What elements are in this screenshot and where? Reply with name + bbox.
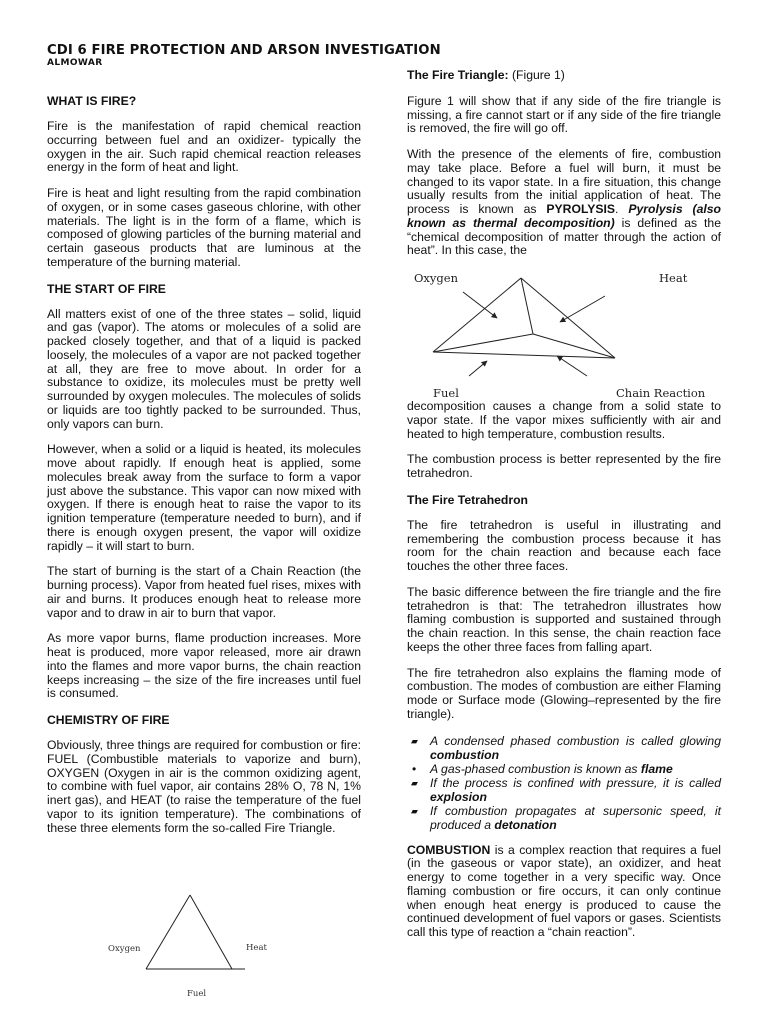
bullet-term: explosion [430, 789, 487, 804]
text-run: is a complex reaction that requires a fuel (in the gaseous or vapor state), an oxidizer, and heat energy to come together in a very specific way. Once flaming combustion or fire occurs, it can only continue when enough heat energy is produced to cause the continued development of fuel vapors or gases. Scientists call this type of reaction a “chain reaction”. [407, 842, 721, 939]
paragraph: Obviously, three things are required for combustion or fire: FUEL (Combustible materials to vaporize and burn), OXYGEN (Oxygen in air is the common oxidizing agent, to combine with fuel vapor, air contains 28% O, 78 N, 1% inert gas), and HEAT (to raise the temperature of the fuel vapor to its ignition temperature). The combinations of these three elements form the so-called Fire Triangle. [47, 738, 361, 835]
triangle-left-side [146, 895, 190, 969]
paragraph: The combustion process is better represented by the fire tetrahedron. [407, 452, 721, 480]
term-pyrolysis-definition: Pyrolysis (also known as thermal decomposition) [407, 202, 721, 230]
paragraph: As more vapor burns, flame production increases. More heat is produced, more vapor released, more air drawn into the flames and more vapor burns, the chain reaction keeps increasing – the size of the fire increases until fuel is consumed. [47, 631, 361, 701]
triangle-label-oxygen: Oxygen [108, 944, 141, 954]
tetra-label-heat: Heat [659, 271, 688, 285]
arrow-oxygen [463, 292, 497, 318]
fire-triangle-heading-line [407, 69, 721, 83]
list-item [407, 776, 721, 804]
arrow-chain-reaction [557, 356, 587, 376]
bullet-term: detonation [494, 817, 557, 832]
term-pyrolysis: PYROLYSIS [546, 202, 616, 216]
list-item [407, 804, 721, 832]
paragraph: All matters exist of one of the three states – solid, liquid and gas (vapor). The atoms or molecules of a solid are packed closely together, and that of a liquid is packed loosely, the molecules of a vapor are not packed together at all, they are free to move about. In order for a substance to oxidize, its molecules must be pretty well surrounded by oxygen molecules. The molecules of solids or liquids are too tightly packed to be surrounded. Thus, only vapors can burn. [47, 306, 361, 431]
text-run: With the presence of the elements of fire, combustion may take place. Before a fuel will burn, it must be changed to its vapor state. In a fire situation, this change usually results from the initial application of heat. The process is known as [407, 147, 721, 216]
right-column-top [407, 69, 721, 258]
heading-what-is-fire: WHAT IS FIRE? [47, 94, 137, 108]
paragraph: The start of burning is the start of a Chain Reaction (the burning process). Vapor from heated fuel rises, mixes with air and burns. It produces enough heat to release more vapor and to draw in air to burn that vapor. [47, 564, 361, 620]
bullet-term: combustion [430, 747, 500, 762]
heading-fire-triangle: The Fire Triangle: [407, 68, 509, 82]
paragraph: Fire is the manifestation of rapid chemical reaction occurring between fuel and an oxidizer- typically the oxygen in the air. Such rapid chemical reaction releases energy in the form of heat and light. [47, 119, 361, 175]
fire-tetrahedron-figure [407, 264, 721, 400]
tetra-edge [521, 278, 615, 358]
figure-reference: (Figure 1) [508, 68, 565, 82]
paragraph: However, when a solid or a liquid is heated, its molecules move about rapidly. If enough heat is applied, some molecules break away from the surface to form a vapor just above the substance. This vapor can now mixed with oxygen. If there is enough heat to raise the vapor to its ignition temperature (temperature needed to burn), and if there is enough oxygen present, the vapor will oxidize rapidly – it will start to burn. [47, 442, 361, 553]
list-item [407, 734, 721, 762]
paragraph: The fire tetrahedron is useful in illustrating and remembering the combustion process because it has room for the chain reaction and because each face touches the other three faces. [407, 517, 721, 573]
paragraph: Fire is heat and light resulting from the rapid combination of oxygen, or in some cases gaseous chlorine, with other materials. The light is in the form of a flame, which is composed of glowing particles of the burning material and certain gaseous products that are luminous at the temperature of the burning material. [47, 186, 361, 269]
pyrolysis-paragraph [407, 148, 721, 258]
arrow-heat [560, 296, 605, 322]
tetra-edge [433, 352, 615, 358]
paragraph: The fire tetrahedron also explains the flaming mode of combustion. The modes of combustion are either Flaming mode or Surface mode (Glowing–represented by the fire triangle). [407, 665, 721, 721]
bullet-term: flame [640, 761, 673, 776]
paragraph: decomposition causes a change from a solid state to vapor state. If the vapor mixes sufficiently with air and heated to high temperature, combustion results. [407, 399, 721, 441]
tetra-edge [533, 334, 615, 358]
paragraph: Figure 1 will show that if any side of the fire triangle is missing, a fire cannot start or if any side of the fire triangle is removed, the fire will go off. [407, 93, 721, 136]
combustion-paragraph [407, 844, 721, 940]
combustion-modes-list [407, 734, 721, 832]
tetra-label-fuel: Fuel [433, 386, 459, 400]
bullet-text: A condensed phased combustion is called glowing [430, 733, 721, 748]
heading-fire-tetrahedron: The Fire Tetrahedron [407, 492, 528, 507]
heading-chemistry-of-fire: CHEMISTRY OF FIRE [47, 713, 170, 727]
triangle-right-side [190, 895, 232, 969]
triangle-label-heat: Heat [246, 943, 267, 953]
left-column [47, 94, 361, 835]
tetra-edge [433, 334, 533, 352]
document-author: ALMOWAR [47, 58, 103, 68]
bullet-text: If combustion propagates at supersonic speed, it produced a [430, 803, 721, 832]
document-title: CDI 6 FIRE PROTECTION AND ARSON INVESTIGATION [47, 43, 441, 58]
heading-start-of-fire: THE START OF FIRE [47, 281, 166, 296]
term-combustion: COMBUSTION [407, 842, 491, 857]
fire-triangle-figure [100, 890, 280, 1000]
list-item [407, 762, 721, 776]
bullet-text: If the process is confined with pressure, it is called [430, 775, 721, 790]
arrow-fuel [469, 361, 487, 376]
text-run: . [615, 202, 629, 216]
text-run: is defined as the “chemical decomposition of matter through the action of heat”. In this case, the [407, 215, 721, 258]
tetra-label-oxygen: Oxygen [414, 271, 458, 285]
paragraph: The basic difference between the fire triangle and the fire tetrahedron is that: The tetrahedron illustrates how flaming combustion is supported and sustained through the chain reaction. In this sense, the chain reaction face keeps the other three faces from falling apart. [407, 584, 721, 654]
bullet-text: A gas-phased combustion is known as [430, 761, 641, 776]
tetra-label-chain-reaction: Chain Reaction [616, 386, 706, 400]
right-column-bottom [407, 400, 721, 940]
tetra-edge [433, 278, 521, 352]
triangle-label-fuel: Fuel [187, 989, 207, 999]
